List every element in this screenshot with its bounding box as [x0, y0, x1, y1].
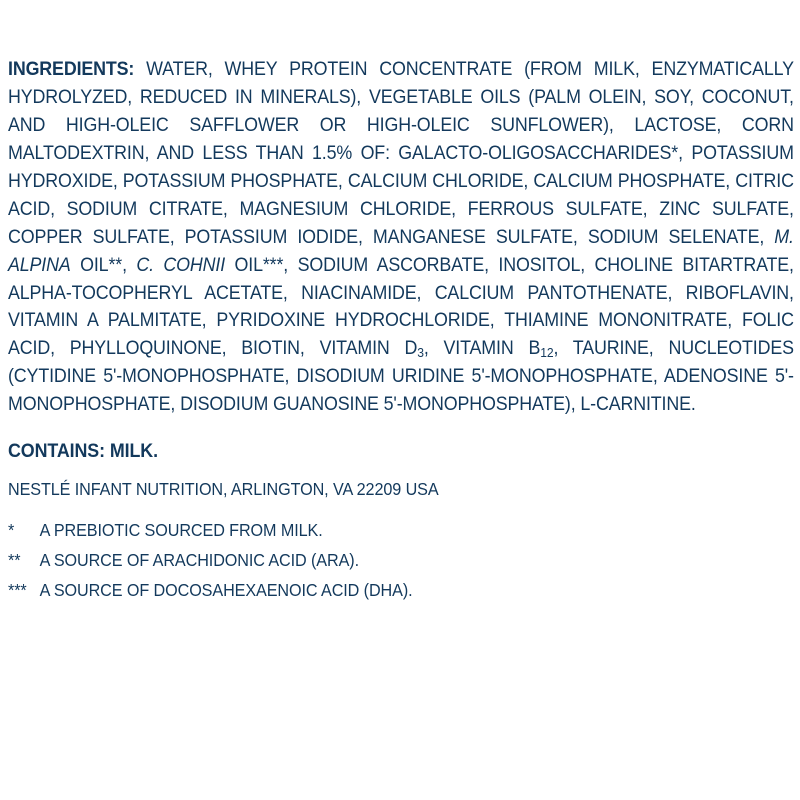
footnotes-list — [8, 516, 722, 606]
footnote-item — [8, 516, 722, 546]
manufacturer-address: NESTLÉ INFANT NUTRITION, ARLINGTON, VA 22209 USA — [8, 479, 439, 500]
contains-allergen-statement: CONTAINS: MILK. — [8, 441, 158, 463]
footnote-item — [8, 546, 722, 576]
footnote-text: A PREBIOTIC SOURCED FROM MILK. — [39, 520, 323, 541]
footnote-item — [8, 576, 722, 606]
footnote-text: A SOURCE OF ARACHIDONIC ACID (ARA). — [39, 550, 359, 571]
footnote-text: A SOURCE OF DOCOSAHEXAENOIC ACID (DHA). — [39, 580, 413, 601]
ingredients-heading: INGREDIENTS: — [8, 59, 135, 80]
ingredients-text-segment-3: OIL***, SODIUM ASCORBATE, INOSITOL, CHOLINE BITARTRATE, ALPHA-TOCOPHERYL ACETATE, NIACINAMIDE, CALCIUM PANTOTHENATE, RIBOFLAVIN, VITAMIN A PALMITATE, PYRIDOXINE HYDROCHLORIDE, THIAMINE MONONITRATE, FOLIC ACID, PHYLLOQUINONE, BIOTIN, VITAMIN D — [8, 254, 794, 360]
vitamin-d-subscript: 3 — [417, 345, 424, 361]
ingredients-text-segment-1: WATER, WHEY PROTEIN CONCENTRATE (FROM MILK, ENZYMATICALLY HYDROLYZED, REDUCED IN MINERALS), VEGETABLE OILS (PALM OLEIN, SOY, COCONUT, AND HIGH-OLEIC SAFFLOWER OR HIGH-OLEIC SUNFLOWER), LACTOSE, CORN MALTODEXTRIN, AND LESS THAN 1.5% OF: GALACTO-OLIGOSACCHARIDES*, POTASSIUM HYDROXIDE, POTASSIUM PHOSPHATE, CALCIUM CHLORIDE, CALCIUM PHOSPHATE, CITRIC ACID, SODIUM CITRATE, MAGNESIUM CHLORIDE, FERROUS SULFATE, ZINC SULFATE, COPPER SULFATE, POTASSIUM IODIDE, MANGANESE SULFATE, SODIUM SELENATE, — [8, 59, 794, 248]
ingredients-text-segment-2: OIL**, — [70, 254, 137, 276]
footnote-marker: ** — [8, 550, 21, 571]
footnote-marker: * — [8, 520, 15, 541]
ingredients-italic-c-cohnii: C. COHNII — [136, 254, 226, 276]
ingredients-text-segment-5: , TAURINE, NUCLEOTIDES (CYTIDINE 5'-MONOPHOSPHATE, DISODIUM URIDINE 5'-MONOPHOSPHATE, ADENOSINE 5'-MONOPHOSPHATE, DISODIUM GUANOSINE 5'-MONOPHOSPHATE), L-CARNITINE. — [8, 338, 794, 416]
footnote-marker: *** — [8, 580, 27, 601]
ingredients-paragraph — [8, 56, 794, 419]
vitamin-b-subscript: 12 — [540, 345, 554, 361]
ingredients-italic-m-alpina: M. ALPINA — [8, 226, 794, 276]
ingredients-text-segment-4: , VITAMIN B — [423, 338, 541, 360]
